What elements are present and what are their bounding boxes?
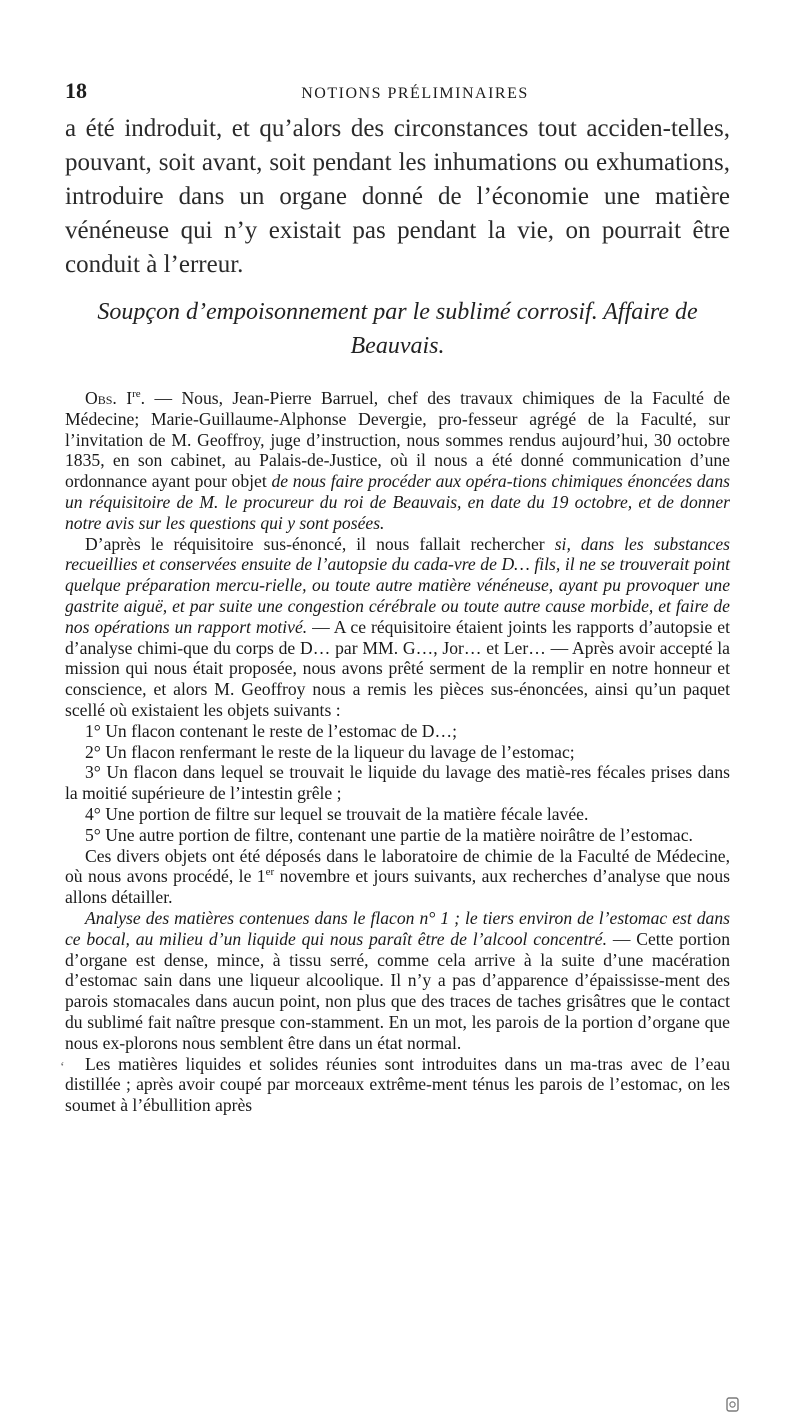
list-item: 3° Un flacon dans lequel se trouvait le liquide du lavage des matiè-res fécales prises dans la moitié supérieure de l’intestin grêle ; [65,762,730,804]
p4-italic: Analyse des matières contenues dans le flacon n° 1 ; le tiers environ de l’estomac est dans ce bocal, au milieu d’un liquide qui nous paraît être de l’alcool concentré. [65,907,730,949]
report-body [65,388,730,1116]
procedure-paragraph: Les matières liquides et solides réunies sont introduites dans un ma-tras avec de l’eau distillée ; après avoir coupé par morceaux extrême-ment ténus les parois de l’estomac, on les soumet à l’ébullition après [65,1053,730,1116]
obs-label-sup: re [132,388,141,401]
list-item: 4° Une portion de filtre sur lequel se trouvait de la matière fécale lavée. [85,803,589,824]
obs-text: . — Nous, Jean-Pierre Barruel, chef des travaux chimiques de la Faculté de Médecine; Marie-Guillaume-Alphonse Devergie, pro-fesseur agrégé de la Faculté, sur l’invitation de M. Geoffroy, juge d’instruction, nous sommes rendus aujourd’hui, 30 octobre 1835, en son cabinet, au Palais-de-Justice, où il nous a été donné communication d’une ordonnance ayant pour objet [65,388,731,492]
list-item: 2° Un flacon renfermant le reste de la liqueur du lavage de l’estomac; [85,741,575,762]
obs-label: Obs. I [85,388,133,408]
p3-text-b: novembre et jours suivants, aux recherches d’analyse que nous allons détailler. [65,866,730,908]
obs-italic: de nous faire procéder aux opéra-tions chimiques énoncées dans un réquisitoire de M. le procureur du roi de Beauvais, en date du 19 octobre, et de donner notre avis sur les questions qui y sont posées. [65,471,730,533]
p2-text: D’après le réquisitoire sus-énoncé, il nous fallait rechercher [85,533,555,554]
page-number: 18 [65,78,87,103]
p3-sup: er [265,866,275,879]
section-title: Soupçon d’empoisonnement par le sublimé corrosif. Affaire de Beauvais. [97,299,698,359]
running-title: NOTIONS PRÉLIMINAIRES [301,85,529,102]
observation-paragraph [65,388,730,534]
lead-paragraph: a été indroduit, et qu’alors des circonstances tout acciden-telles, pouvant, soit avant, soit pendant les inhumations ou exhumations, introduire dans un organe donné de l’économie une matière vénéneuse qui n’y existait pas pendant la vie, on pourrait être conduit à l’erreur. [65,115,730,278]
requisition-paragraph [65,534,730,721]
margin-mark: ‘ [60,1060,65,1075]
p2-tail: — A ce réquisitoire étaient joints les rapports d’autopsie et d’analyse chimi-que du corps de D… par MM. G…, Jor… et Ler… — Après avoir accepté la mission qui nous était proposée, nous avons prêté serment de la remplir en notre honneur et conscience, et alors M. Geoffroy nous a remis les pièces sus-énoncées, ainsi qu’un paquet scellé où existaient les objets suivants : [65,616,730,720]
p2-italic: si, dans les substances recueillies et conservées ensuite de l’autopsie du cada-vre de D… fils, il ne se trouverait point quelque préparation mercu-rielle, ou toute autre matière vénéneuse, ayant pu provoquer une gastrite aiguë, et par suite une congestion cérébrale ou toute autre cause morbide, et faire de nos opérations un rapport motivé. [65,533,730,637]
list-item: 1° Un flacon contenant le reste de l’estomac de D…; [85,720,457,741]
analysis-paragraph [65,908,730,1054]
list-item: 5° Une autre portion de filtre, contenant une partie de la matière noirâtre de l’estomac. [85,824,693,845]
library-stamp-icon [726,1395,740,1413]
p3-text-a: Ces divers objets ont été déposés dans le laboratoire de chimie de la Faculté de Médecine, où nous avons procédé, le 1 [65,845,730,887]
deposit-paragraph [65,846,730,908]
p4-text: — Cette portion d’organe est dense, mince, à tissu serré, comme cela arrive à la suite d’une macération d’estomac sain dans une liqueur alcoolique. Il n’y a pas d’apparence d’épaississe-ment des parois stomacales dans aucun point, non plus que des traces de taches grisâtres que le contact du sublimé fait naître presque con-stamment. En un mot, les parois de la portion d’organe que nous ex-plorons nous semblent être dans un état normal. [65,928,730,1053]
